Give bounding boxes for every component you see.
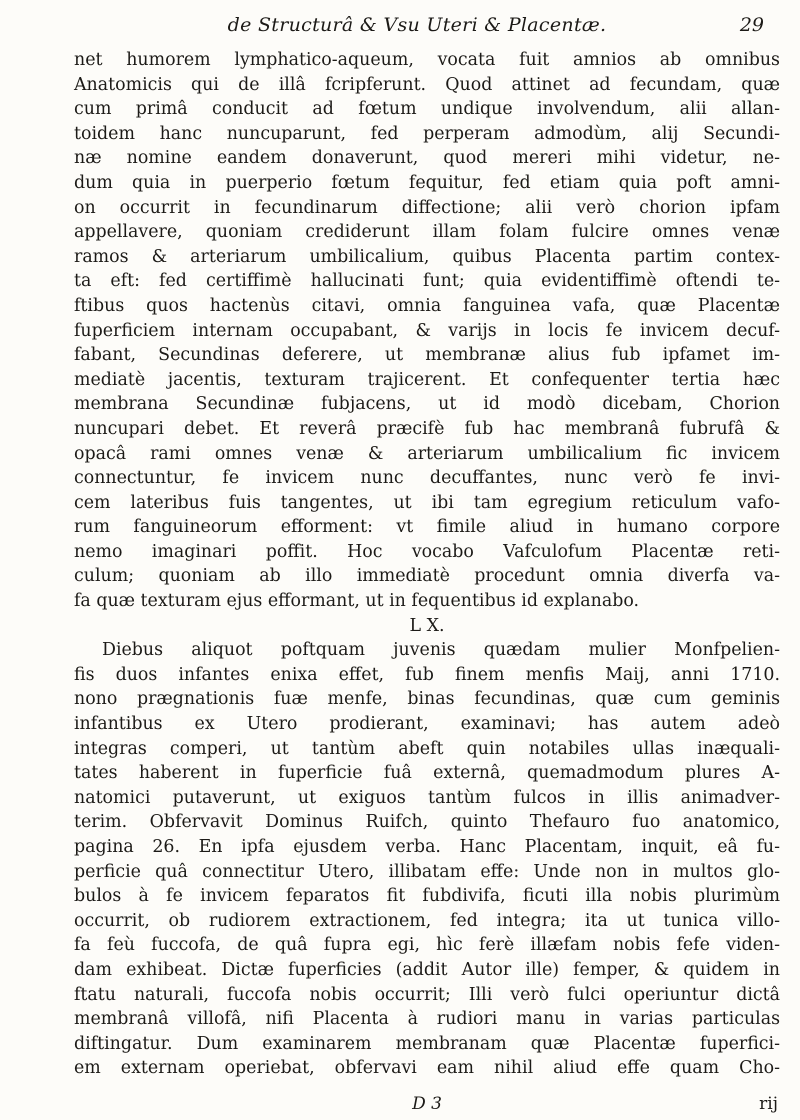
- catchword: rij: [759, 1094, 778, 1114]
- running-head: [70, 14, 764, 48]
- text-line: nono prægnationis fuæ menfe, binas fecundinas, quæ cum geminis: [74, 689, 780, 710]
- text-line: diftingatur. Dum examinarem membranam quæ Placentæ fuperfici-: [74, 1033, 780, 1054]
- text-line: fa feù fuccofa, de quâ fupra egi, hìc ferè illæfam nobis fefe viden-: [74, 935, 780, 956]
- text-line: infantibus ex Utero prodierant, examinavi; has autem adeò: [74, 714, 780, 735]
- text-line: membrana Secundinæ fubjacens, ut id modò dicebam, Chorion: [74, 394, 780, 415]
- text-line: Diebus aliquot poftquam juvenis quædam mulier Monfpelien-: [102, 640, 780, 661]
- text-line: natomici putaverunt, ut exiguos tantùm fulcos in illis animadver-: [74, 787, 780, 808]
- text-line: culum; quoniam ab illo immediatè procedunt omnia diverfa va-: [74, 566, 780, 587]
- section-number: L X.: [409, 615, 445, 636]
- text-line: tates haberent in fuperficie fuâ externâ, quemadmodum plures A-: [74, 763, 780, 784]
- page-footer: [74, 1094, 780, 1120]
- text-line: fuperficiem internam occupabant, & varijs in locis fe invicem decuf-: [74, 320, 780, 341]
- text-line: mediatè jacentis, texturam trajicerent. Et confequenter tertia hæc: [74, 369, 780, 390]
- text-line: cem lateribus fuis tangentes, ut ibi tam egregium reticulum vafo-: [74, 492, 780, 513]
- text-line: ftatu naturali, fuccofa nobis occurrit; Illi verò fulci operiuntur dictâ: [74, 984, 780, 1005]
- text-line: fa quæ texturam ejus efformant, ut in fequentibus id explanabo.: [74, 591, 640, 612]
- text-line: toidem hanc nuncuparunt, fed perperam admodùm, alij Secundi-: [74, 123, 780, 144]
- text-line: rum fanguineorum efforment: vt fimile aliud in humano corpore: [74, 517, 780, 538]
- text-line: nemo imaginari poffit. Hoc vocabo Vafculofum Placentæ reti-: [74, 541, 780, 562]
- signature-mark: D 3: [412, 1094, 442, 1114]
- text-line: appellavere, quoniam crediderunt illam folam fulcire omnes venæ: [74, 222, 780, 243]
- text-line: net humorem lymphatico-aqueum, vocata fuit amnios ab omnibus: [74, 50, 780, 70]
- text-line: dam exhibeat. Dictæ fuperficies (addit Autor ille) femper, & quidem in: [74, 959, 780, 980]
- text-line: terim. Obfervavit Dominus Ruifch, quinto Thefauro fuo anatomico,: [74, 812, 780, 833]
- text-line: ftibus quos hactenùs citavi, omnia fanguinea vafa, quæ Placentæ: [74, 295, 780, 316]
- text-line: næ nomine eandem donaverunt, quod mereri mihi videtur, ne-: [74, 148, 780, 169]
- text-line: connectuntur, fe invicem nunc decuffantes, nunc verò fe invi-: [74, 468, 780, 489]
- text-line: dum quia in puerperio fœtum fequitur, fed etiam quia poft amni-: [74, 172, 780, 193]
- text-line: on occurrit in fecundinarum diffectione; alii verò chorion ipfam: [74, 197, 780, 218]
- text-line: pagina 26. En ipfa ejusdem verba. Hanc Placentam, inquit, eâ fu-: [74, 837, 780, 857]
- text-line: membranâ villofâ, nifi Placenta à rudiori manu in varias particulas: [74, 1009, 780, 1030]
- text-line: perficie quâ connectitur Utero, illibatam effe: Unde non in multos glo-: [74, 861, 780, 882]
- text-line: fabant, Secundinas deferere, ut membranæ alius fub ipfamet im-: [74, 345, 780, 366]
- text-line: em externam operiebat, obfervavi eam nihil aliud effe quam Cho-: [74, 1058, 780, 1079]
- text-line: fis duos infantes enixa effet, fub finem menfis Maij, anni 1710.: [74, 664, 780, 685]
- text-line: cum primâ conducit ad fœtum undique involvendum, alii allan-: [74, 99, 780, 120]
- text-line: integras comperi, ut tantùm abeft quin notabiles ullas inæquali-: [74, 738, 780, 759]
- text-line: ramos & arteriarum umbilicalium, quibus Placenta partim contex-: [74, 246, 780, 267]
- text-line: opacâ rami omnes venæ & arteriarum umbilicalium fic invicem: [74, 443, 780, 464]
- text-line: occurrit, ob rudiorem extractionem, fed integra; ita ut tunica villo-: [74, 910, 780, 931]
- text-line: ta eft: fed certiffimè hallucinati funt; quia evidentiffimè oftendi te-: [74, 271, 780, 292]
- body-text: [74, 48, 780, 1081]
- text-line: nuncupari debet. Et reverâ præcifè fub hac membranâ fubrufâ &: [74, 418, 780, 439]
- text-line: Anatomicis qui de illâ fcripferunt. Quod attinet ad fecundam, quæ: [74, 74, 780, 95]
- page-number: 29: [739, 14, 764, 36]
- text-line: bulos à fe invicem feparatos fit fubdivifa, ficuti illa nobis plurimùm: [74, 886, 780, 907]
- running-title: de Structurâ & Vsu Uteri & Placentæ.: [227, 14, 607, 36]
